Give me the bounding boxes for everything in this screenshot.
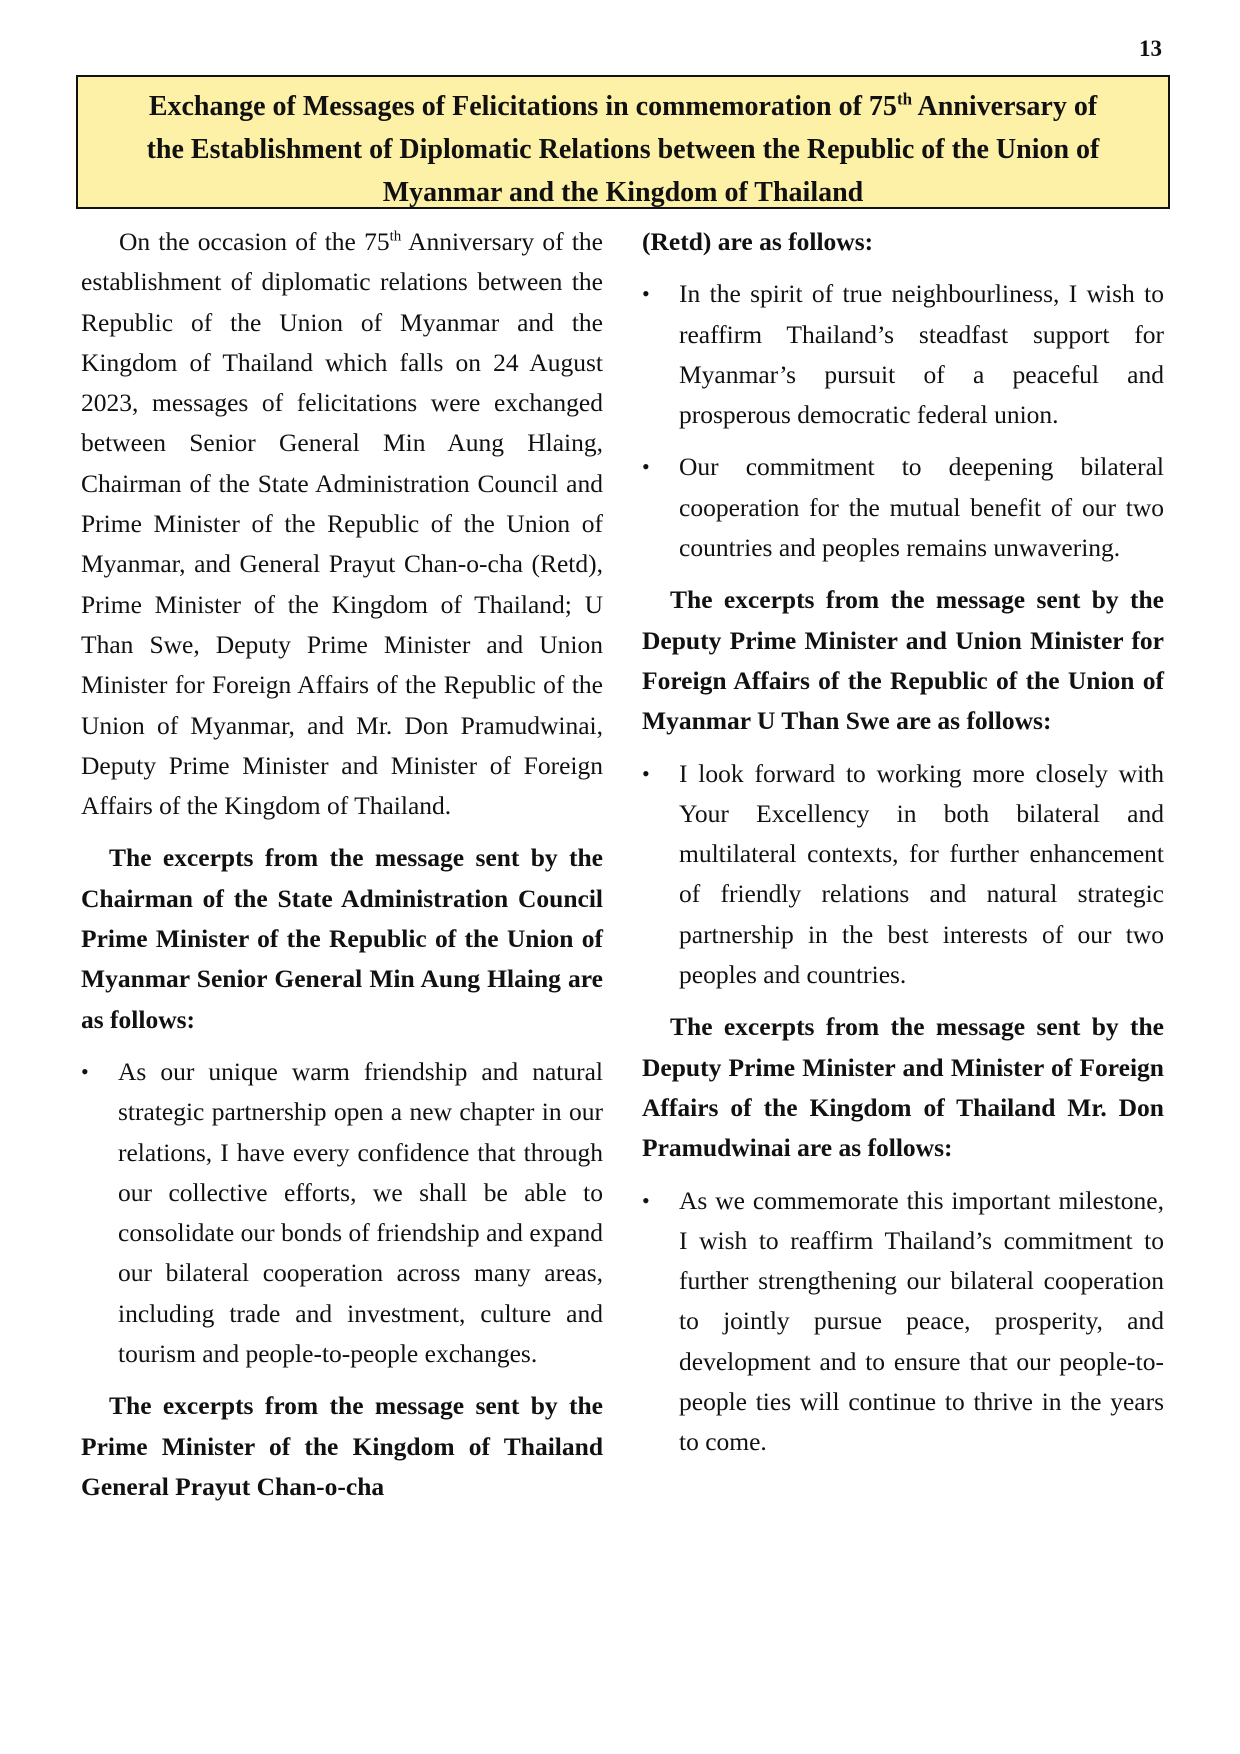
left-column xyxy=(81,222,603,1519)
right-column xyxy=(642,222,1164,1475)
bullet-icon: • xyxy=(642,454,650,480)
thai-dpm-heading: The excerpts from the message sent by the Deputy Prime Minister and Minister of Foreign Affairs of the Kingdom of Thailand Mr. Don Pramudwinai are as follows: xyxy=(642,1012,1164,1163)
thai-dpm-excerpts xyxy=(642,1181,1164,1463)
list-item: • As our unique warm friendship and natural strategic partnership open a new chapter in our relations, I have every confidence that through our collective efforts, we shall be able to consolidate our bonds of friendship and expand our bilateral cooperation across many areas, including trade and investment, culture and tourism and people-to-people exchanges. xyxy=(81,1052,603,1374)
thai-pm-heading-continued: (Retd) are as follows: xyxy=(642,227,874,256)
title-line-2: the Establishment of Diplomatic Relations between the Republic of the Union of xyxy=(146,134,1100,165)
bullet-icon: • xyxy=(642,1187,650,1213)
list-item: • I look forward to working more closely with Your Excellency in both bilateral and multilateral contexts, for further enhancement of friendly relations and natural strategic partnership in the best interests of our two peoples and countries. xyxy=(642,754,1164,996)
bullet-icon: • xyxy=(642,281,650,307)
chairman-excerpts xyxy=(81,1052,603,1374)
list-item: • As we commemorate this important milestone, I wish to reaffirm Thailand’s commitment to further strengthening our bilateral cooperation to jointly pursue peace, prosperity, and development and to ensure that our people-to-people ties will continue to thrive in the years to come. xyxy=(642,1181,1164,1463)
thai-pm-excerpts xyxy=(642,274,1164,568)
page-number: 13 xyxy=(1139,36,1162,61)
article-title xyxy=(76,75,1170,209)
bullet-icon: • xyxy=(642,760,650,786)
chairman-heading: The excerpts from the message sent by the Chairman of the State Administration Council Prime Minister of the Republic of the Union of Myanmar Senior General Min Aung Hlaing are as follows: xyxy=(81,843,603,1034)
title-line-1: Exchange of Messages of Felicitations in commemoration of 75th Anniversary of xyxy=(148,89,1098,122)
list-item: • Our commitment to deepening bilateral cooperation for the mutual benefit of our two countries and peoples remains unwavering. xyxy=(642,447,1164,568)
list-item: • In the spirit of true neighbourliness, I wish to reaffirm Thailand’s steadfast support for Myanmar’s pursuit of a peaceful and prosperous democratic federal union. xyxy=(642,274,1164,435)
thai-pm-heading: The excerpts from the message sent by the Prime Minister of the Kingdom of Thailand General Prayut Chan-o-cha xyxy=(81,1391,603,1501)
intro-paragraph: On the occasion of the 75th Anniversary of the establishment of diplomatic relations between the Republic of the Union of Myanmar and the Kingdom of Thailand which falls on 24 August 2023, messages of felicitations were exchanged between Senior General Min Aung Hlaing, Chairman of the State Administration Council and Prime Minister of the Republic of the Union of Myanmar, and General Prayut Chan-o-cha (Retd), Prime Minister of the Kingdom of Thailand; U Than Swe, Deputy Prime Minister and Union Minister for Foreign Affairs of the Republic of the Union of Myanmar, and Mr. Don Pramudwinai, Deputy Prime Minister and Minister of Foreign Affairs of the Kingdom of Thailand. xyxy=(81,227,603,821)
title-line-3: Myanmar and the Kingdom of Thailand xyxy=(382,177,864,208)
myanmar-dpm-heading: The excerpts from the message sent by the Deputy Prime Minister and Union Minister for Foreign Affairs of the Republic of the Union of Myanmar U Than Swe are as follows: xyxy=(642,585,1164,736)
bullet-icon: • xyxy=(81,1058,89,1084)
myanmar-dpm-excerpts xyxy=(642,754,1164,996)
